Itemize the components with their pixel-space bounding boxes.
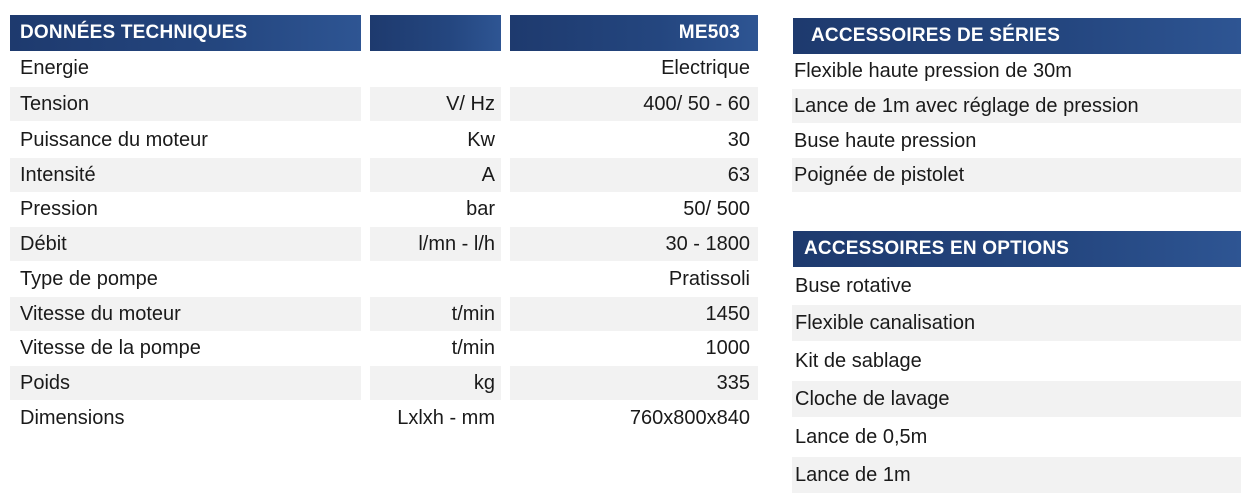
tech-row-value: 30	[727, 128, 750, 151]
tech-header-model-text: ME503	[678, 22, 740, 43]
options-item: Kit de sablage	[795, 349, 922, 372]
tech-row-label: Débit	[10, 227, 361, 261]
tech-row-value: 1000	[705, 336, 750, 359]
tech-row-label: Puissance du moteur	[20, 128, 208, 151]
tech-row-unit: kg	[370, 366, 501, 400]
options-item: Flexible canalisation	[792, 305, 1241, 341]
tech-row-unit: V/ Hz	[370, 87, 501, 121]
series-item: Flexible haute pression de 30m	[794, 59, 1072, 82]
tech-row-label: Vitesse du moteur	[10, 297, 361, 331]
series-item: Buse haute pression	[794, 129, 977, 152]
tech-row-unit: t/min	[451, 336, 495, 359]
tech-row-unit: t/min	[370, 297, 501, 331]
tech-header-model	[510, 15, 758, 51]
series-header-text: ACCESSOIRES DE SÉRIES	[811, 25, 1061, 46]
tech-header-title	[10, 15, 361, 51]
tech-header-unit	[370, 15, 501, 51]
tech-row-unit	[370, 51, 501, 85]
tech-row-value: 1450	[510, 297, 758, 331]
tech-row-unit: Lxlxh - mm	[397, 406, 495, 429]
tech-header-title-text: DONNÉES TECHNIQUES	[20, 22, 248, 43]
tech-row-label: Vitesse de la pompe	[20, 336, 201, 359]
tech-row-value: 30 - 1800	[510, 227, 758, 261]
tech-row-value: 760x800x840	[629, 406, 750, 429]
options-header-text: ACCESSOIRES EN OPTIONS	[804, 238, 1070, 259]
tech-row-value: 50/ 500	[683, 197, 750, 220]
tech-row-label: Type de pompe	[20, 267, 158, 290]
tech-row-label: Tension	[10, 87, 361, 121]
tech-row-label: Poids	[10, 366, 361, 400]
options-item: Buse rotative	[795, 274, 912, 297]
series-header	[793, 18, 1241, 54]
tech-row-unit: l/mn - l/h	[370, 227, 501, 261]
tech-row-label: Pression	[20, 197, 98, 220]
tech-row-value: 335	[510, 366, 758, 400]
options-item: Lance de 1m	[792, 457, 1241, 493]
options-item: Cloche de lavage	[792, 381, 1241, 417]
series-item: Poignée de pistolet	[792, 158, 1241, 192]
tech-row-label: Dimensions	[20, 406, 125, 429]
tech-row-label: Energie	[20, 56, 89, 79]
series-item: Lance de 1m avec réglage de pression	[792, 89, 1241, 123]
tech-row-unit	[370, 262, 501, 296]
tech-row-value: 400/ 50 - 60	[510, 87, 758, 121]
tech-row-label: Intensité	[10, 158, 361, 192]
tech-row-unit: Kw	[467, 128, 495, 151]
tech-row-unit: bar	[466, 197, 495, 220]
options-item: Lance de 0,5m	[795, 425, 928, 448]
tech-row-value: Pratissoli	[668, 267, 750, 290]
tech-row-value: 63	[510, 158, 758, 192]
tech-row-value: Electrique	[661, 56, 750, 79]
tech-row-unit: A	[370, 158, 501, 192]
options-header	[793, 231, 1241, 267]
